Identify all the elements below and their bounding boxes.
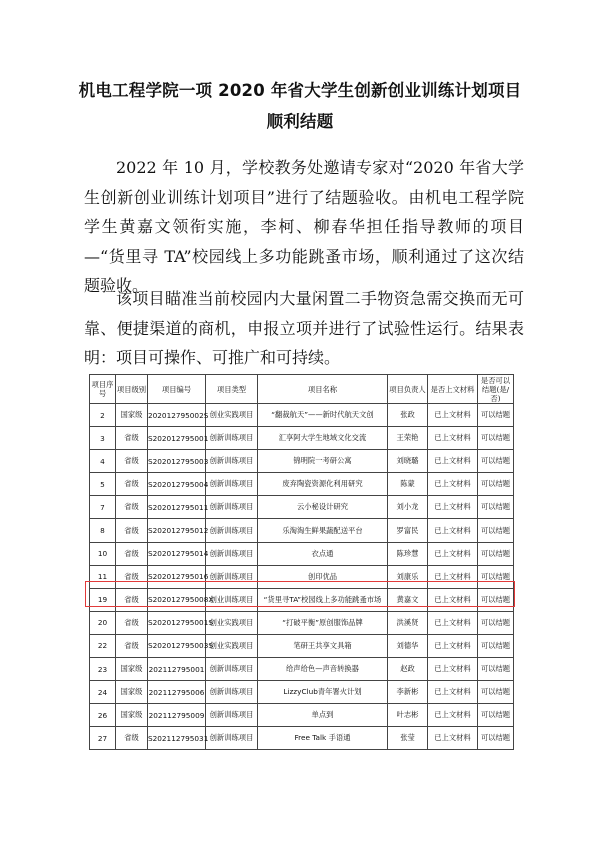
table-cell: S202012795008X xyxy=(148,588,206,611)
table-cell: S202012795003S xyxy=(148,634,206,657)
table-cell: 可以结题 xyxy=(478,473,514,496)
table-cell: 可以结题 xyxy=(478,450,514,473)
table-cell: 乐淘淘生鲜果蔬配送平台 xyxy=(258,519,388,542)
table-cell: 19 xyxy=(90,588,116,611)
table-row xyxy=(90,450,514,473)
table-row xyxy=(90,542,514,565)
table-cell: 创新训练项目 xyxy=(206,450,258,473)
header-cell: 是否可以结题(是/否) xyxy=(478,375,514,404)
table-cell: 26 xyxy=(90,704,116,727)
table-cell: 叶志彬 xyxy=(388,704,428,727)
table-cell: 可以结题 xyxy=(478,427,514,450)
table-row xyxy=(90,496,514,519)
table-cell: 已上文材料 xyxy=(428,611,478,634)
table-cell: 省级 xyxy=(116,496,148,519)
table-cell: 已上文材料 xyxy=(428,704,478,727)
header-cell: 项目编号 xyxy=(148,375,206,404)
table-cell: 已上文材料 xyxy=(428,404,478,427)
table-cell: 李新彬 xyxy=(388,681,428,704)
table-row xyxy=(90,611,514,634)
table-cell: 张政 xyxy=(388,404,428,427)
table-cell: 可以结题 xyxy=(478,542,514,565)
table-cell: 可以结题 xyxy=(478,727,514,750)
table-row xyxy=(90,658,514,681)
table-cell: 张莹 xyxy=(388,727,428,750)
table-cell: 创新训练项目 xyxy=(206,704,258,727)
table-cell: 省级 xyxy=(116,427,148,450)
table-cell: 202112795001 xyxy=(148,658,206,681)
table-cell: 可以结题 xyxy=(478,519,514,542)
table-cell: 云小秘设计研究 xyxy=(258,496,388,519)
table-cell: 陈珍慧 xyxy=(388,542,428,565)
table-cell: 20 xyxy=(90,611,116,634)
table-cell: S202012795004 xyxy=(148,473,206,496)
header-cell: 项目名称 xyxy=(258,375,388,404)
table-cell: 11 xyxy=(90,565,116,588)
table-cell: S202012795014 xyxy=(148,542,206,565)
table-cell: 已上文材料 xyxy=(428,473,478,496)
table-cell: 陈蒙 xyxy=(388,473,428,496)
table-cell: 已上文材料 xyxy=(428,427,478,450)
table-cell: 创业实践项目 xyxy=(206,404,258,427)
table-cell: S202012795001S xyxy=(148,611,206,634)
header-cell: 项目负责人 xyxy=(388,375,428,404)
table-cell: 27 xyxy=(90,727,116,750)
table-cell: 省级 xyxy=(116,588,148,611)
header-cell: 项目级别 xyxy=(116,375,148,404)
header-cell: 项目序号 xyxy=(90,375,116,404)
table-cell: 省级 xyxy=(116,565,148,588)
table-cell: 单点到 xyxy=(258,704,388,727)
table-cell: 可以结题 xyxy=(478,704,514,727)
table-cell: 创新训练项目 xyxy=(206,473,258,496)
table-header-row xyxy=(90,375,514,404)
table-cell: 可以结题 xyxy=(478,611,514,634)
table-cell: 可以结题 xyxy=(478,681,514,704)
table-row xyxy=(90,427,514,450)
table-cell: 省级 xyxy=(116,473,148,496)
table-cell: 省级 xyxy=(116,611,148,634)
table-cell: LizzyClub青年署火计划 xyxy=(258,681,388,704)
table-cell: 202112795009 xyxy=(148,704,206,727)
table-cell: 创新训练项目 xyxy=(206,658,258,681)
table-cell: S202012795012 xyxy=(148,519,206,542)
table-cell: 24 xyxy=(90,681,116,704)
table-cell: S202012795003 xyxy=(148,450,206,473)
table-cell: 省级 xyxy=(116,450,148,473)
table-cell: 已上文材料 xyxy=(428,727,478,750)
table-cell: 废弃陶瓷资源化利用研究 xyxy=(258,473,388,496)
table-row xyxy=(90,634,514,657)
table-cell: 省级 xyxy=(116,634,148,657)
table-cell: 笔研王共享文具箱 xyxy=(258,634,388,657)
table-cell: 刘德华 xyxy=(388,634,428,657)
table-cell: 已上文材料 xyxy=(428,450,478,473)
table-cell: 202012795002S xyxy=(148,404,206,427)
table-cell: 创新训练项目 xyxy=(206,542,258,565)
table-cell: 锦明院一考研公寓 xyxy=(258,450,388,473)
table-cell: 7 xyxy=(90,496,116,519)
table-cell: 已上文材料 xyxy=(428,496,478,519)
table-cell: 洪溪贤 xyxy=(388,611,428,634)
table-cell: 省级 xyxy=(116,727,148,750)
table-row xyxy=(90,681,514,704)
table-cell: 国家级 xyxy=(116,681,148,704)
table-cell: 黄嘉文 xyxy=(388,588,428,611)
table-row xyxy=(90,473,514,496)
table-cell: Free Talk 手语通 xyxy=(258,727,388,750)
table-cell: 可以结题 xyxy=(478,588,514,611)
table-row xyxy=(90,404,514,427)
table-cell: 已上文材料 xyxy=(428,658,478,681)
table-cell: 刘小龙 xyxy=(388,496,428,519)
table-cell: 省级 xyxy=(116,542,148,565)
table-cell: 国家级 xyxy=(116,658,148,681)
table-cell: 已上文材料 xyxy=(428,519,478,542)
table-row xyxy=(90,519,514,542)
table-cell: 创业实践项目 xyxy=(206,611,258,634)
table-cell: S202012795016 xyxy=(148,565,206,588)
header-cell: 项目类型 xyxy=(206,375,258,404)
table-cell: 创业训练项目 xyxy=(206,588,258,611)
table-cell: 省级 xyxy=(116,519,148,542)
table-cell: 可以结题 xyxy=(478,658,514,681)
table-cell: 创新训练项目 xyxy=(206,681,258,704)
table-cell: 8 xyxy=(90,519,116,542)
article-title-line-2: 顺利结题 xyxy=(266,112,334,131)
table-cell: 创新训练项目 xyxy=(206,519,258,542)
paragraph-2: 该项目瞄准当前校园内大量闲置二手物资急需交换而无可靠、便捷渠道的商机，申报立项并进行了试验性运行。结果表明：项目可操作、可推广和可持续。 xyxy=(84,289,524,367)
table-cell: 给声给色—声音转换器 xyxy=(258,658,388,681)
table-cell: S202112795031 xyxy=(148,727,206,750)
table-row xyxy=(90,704,514,727)
table-cell: 创新训练项目 xyxy=(206,427,258,450)
table-cell: 4 xyxy=(90,450,116,473)
table-cell: “翻裁航天”——新时代航天文创 xyxy=(258,404,388,427)
table-cell: 22 xyxy=(90,634,116,657)
project-table xyxy=(89,374,514,750)
table-cell: “货里寻TA”校园线上多功能跳蚤市场 xyxy=(258,588,388,611)
table-cell: 创新训练项目 xyxy=(206,727,258,750)
table-cell: 国家级 xyxy=(116,404,148,427)
table-cell: 创业实践项目 xyxy=(206,634,258,657)
highlight-box xyxy=(85,581,515,607)
table-cell: 可以结题 xyxy=(478,565,514,588)
table-cell: 可以结题 xyxy=(478,404,514,427)
article-title-line-1: 机电工程学院一项 2020 年省大学生创新创业训练计划项目 xyxy=(78,81,522,100)
table-cell: 10 xyxy=(90,542,116,565)
table-cell: 王荣艳 xyxy=(388,427,428,450)
table-cell: 刘康乐 xyxy=(388,565,428,588)
table-cell: 可以结题 xyxy=(478,496,514,519)
table-cell: 创新训练项目 xyxy=(206,565,258,588)
table-cell: 已上文材料 xyxy=(428,634,478,657)
table-cell: 创印优品 xyxy=(258,565,388,588)
table-cell: 赵政 xyxy=(388,658,428,681)
table-cell: 5 xyxy=(90,473,116,496)
table-cell: 202112795006 xyxy=(148,681,206,704)
table-cell: 23 xyxy=(90,658,116,681)
table-cell: S202012795011 xyxy=(148,496,206,519)
table-cell: 已上文材料 xyxy=(428,588,478,611)
paragraph-1: 2022 年 10 月，学校教务处邀请专家对“2020 年省大学生创新创业训练计划项目”进行了结题验收。由机电工程学院学生黄嘉文领衔实施，李柯、柳春华担任指导教师的项目—“货里寻 TA”校园线上多功能跳蚤市场，顺利通过了这次结题验收。 xyxy=(84,158,524,295)
header-cell: 是否上文材料 xyxy=(428,375,478,404)
table-row xyxy=(90,727,514,750)
table-cell: 3 xyxy=(90,427,116,450)
table-cell: 汇享阿大学生地域文化交流 xyxy=(258,427,388,450)
table-cell: 2 xyxy=(90,404,116,427)
table-cell: S202012795001 xyxy=(148,427,206,450)
table-cell: 刘晓璐 xyxy=(388,450,428,473)
table-cell: 创新训练项目 xyxy=(206,496,258,519)
table-cell: 衣点通 xyxy=(258,542,388,565)
table-cell: 可以结题 xyxy=(478,634,514,657)
table-cell: “打破平衡”原创服饰品牌 xyxy=(258,611,388,634)
table-cell: 已上文材料 xyxy=(428,542,478,565)
table-cell: 国家级 xyxy=(116,704,148,727)
table-cell: 已上文材料 xyxy=(428,681,478,704)
table-cell: 罗富民 xyxy=(388,519,428,542)
table-cell: 已上文材料 xyxy=(428,565,478,588)
